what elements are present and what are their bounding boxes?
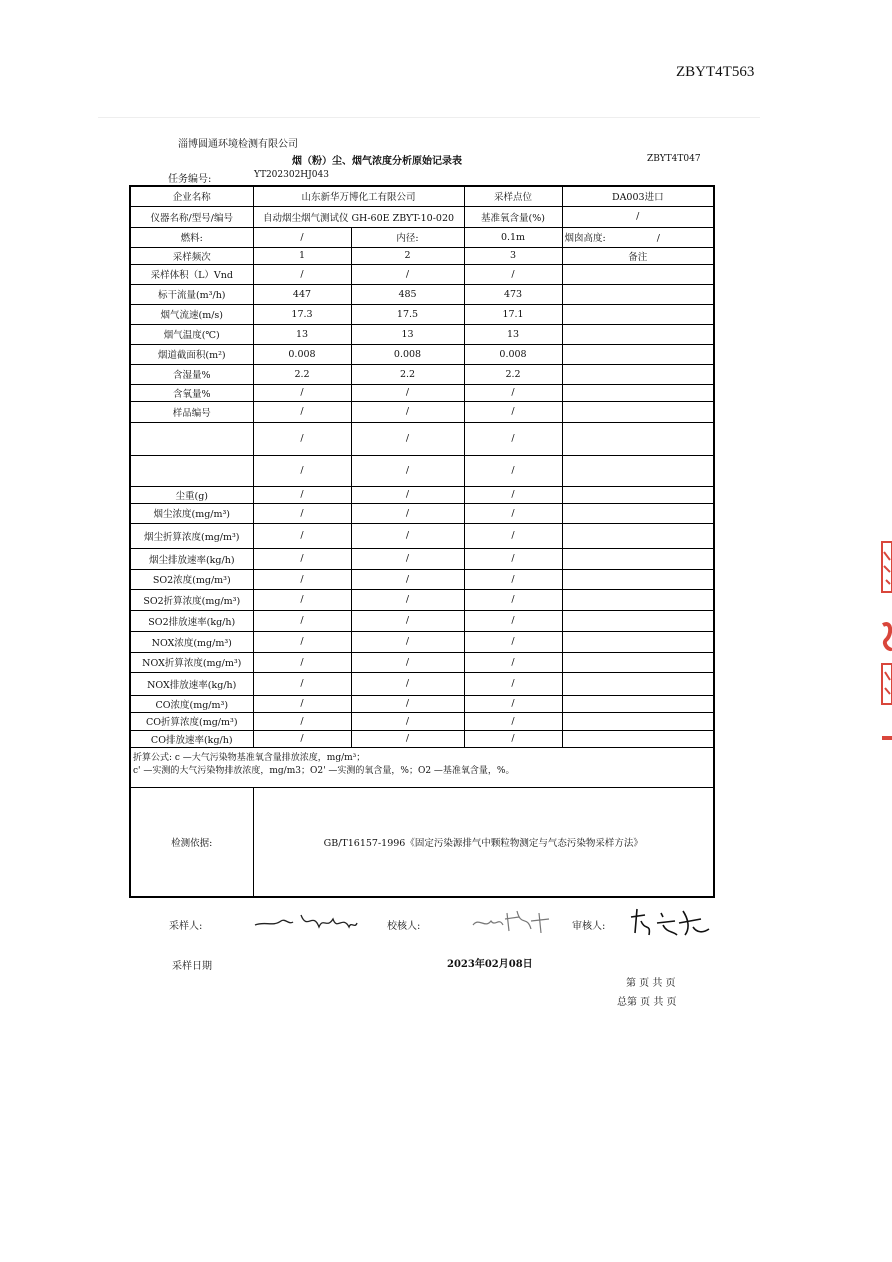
note-cell (562, 503, 714, 523)
note-cell (562, 304, 714, 324)
frequency-label: 采样频次 (130, 247, 253, 264)
table-row (130, 631, 714, 652)
formula-line-2: c' —实测的大气污染物排放浓度，mg/m3；O2' —实测的氧含量，%；O2 —基准氧含量，%。 (133, 765, 515, 776)
note-cell (562, 631, 714, 652)
form-code: ZBYT4T047 (647, 154, 701, 164)
table-row (130, 610, 714, 631)
note-cell (562, 455, 714, 486)
enterprise-label: 企业名称 (130, 186, 253, 206)
enterprise-value: 山东新华万博化工有限公司 (253, 186, 464, 206)
run-2-value: / (351, 631, 464, 652)
run-1-value: 17.3 (253, 304, 351, 324)
run-3-value: / (464, 610, 562, 631)
total-page-line: 总第 页 共 页 (617, 997, 677, 1008)
run-3-value: / (464, 569, 562, 589)
run-3-value: 13 (464, 324, 562, 344)
run-3-value: / (464, 401, 562, 422)
row-label: CO折算浓度(mg/m³) (130, 712, 253, 730)
checker-signature (469, 903, 554, 939)
row-label (130, 422, 253, 455)
run-3-value: / (464, 523, 562, 548)
task-number-value: YT202302HJ043 (254, 170, 329, 180)
sampling-point-label: 采样点位 (464, 186, 562, 206)
note-label: 备注 (562, 247, 714, 264)
run-2-value: / (351, 548, 464, 569)
run-3-value: / (464, 422, 562, 455)
run-2-value: / (351, 569, 464, 589)
note-cell (562, 344, 714, 364)
formula-row (130, 747, 714, 787)
row-label: 采样体积（L）Vnd (130, 264, 253, 284)
table-row (130, 523, 714, 548)
diameter-label: 内径: (351, 227, 464, 247)
note-cell (562, 712, 714, 730)
run-1-value: / (253, 652, 351, 672)
row-label: 烟尘浓度(mg/m³) (130, 503, 253, 523)
run-2-value: 17.5 (351, 304, 464, 324)
run-3-value: 473 (464, 284, 562, 304)
note-cell (562, 324, 714, 344)
run-1-value: 13 (253, 324, 351, 344)
run-3-value: / (464, 589, 562, 610)
run-2-value: 0.008 (351, 344, 464, 364)
reviewer-signature (627, 903, 713, 939)
chimney-height-label: 烟囱高度: (564, 233, 606, 244)
table-row (130, 247, 714, 264)
run-1-value: / (253, 695, 351, 712)
table-row (130, 503, 714, 523)
record-table (129, 185, 715, 898)
table-row (130, 227, 714, 247)
run-1-value: / (253, 455, 351, 486)
note-cell (562, 569, 714, 589)
run-1-value: / (253, 264, 351, 284)
run-3-value: 17.1 (464, 304, 562, 324)
run-1-value: / (253, 486, 351, 503)
run-2-value: / (351, 695, 464, 712)
run-2-value: / (351, 384, 464, 401)
run-1-value: / (253, 384, 351, 401)
run-3-value: / (464, 548, 562, 569)
table-row (130, 364, 714, 384)
table-row (130, 486, 714, 503)
row-label: CO排放速率(kg/h) (130, 730, 253, 747)
run-2-value: / (351, 422, 464, 455)
basis-label: 检测依据: (130, 787, 253, 897)
run-3-value: / (464, 503, 562, 523)
row-label: SO2折算浓度(mg/m³) (130, 589, 253, 610)
table-row (130, 589, 714, 610)
sample-date-value: 2023年02月08日 (447, 959, 533, 970)
form-title: 烟（粉）尘、烟气浓度分析原始记录表 (292, 156, 462, 167)
seal-stamp-fragment (880, 540, 892, 745)
run-2-value: / (351, 523, 464, 548)
row-label: 样品编号 (130, 401, 253, 422)
row-label: SO2浓度(mg/m³) (130, 569, 253, 589)
run-1-value: / (253, 631, 351, 652)
run-3-value: / (464, 695, 562, 712)
table-row (130, 569, 714, 589)
run-1-value: / (253, 503, 351, 523)
run-3-value: / (464, 455, 562, 486)
instrument-value: 自动烟尘烟气测试仪 GH-60E ZBYT-10-020 (253, 206, 464, 227)
note-cell (562, 384, 714, 401)
note-cell (562, 589, 714, 610)
run-2-value: / (351, 672, 464, 695)
run-2-value: / (351, 486, 464, 503)
frequency-2: 2 (351, 247, 464, 264)
document-id: ZBYT4T563 (676, 64, 755, 80)
note-cell (562, 652, 714, 672)
note-cell (562, 672, 714, 695)
run-1-value: / (253, 569, 351, 589)
table-row (130, 206, 714, 227)
run-2-value: / (351, 455, 464, 486)
table-row (130, 730, 714, 747)
signature-row (129, 903, 713, 939)
run-1-value: 0.008 (253, 344, 351, 364)
note-cell (562, 422, 714, 455)
ref-oxygen-label: 基准氧含量(%) (464, 206, 562, 227)
table-row (130, 384, 714, 401)
run-2-value: / (351, 401, 464, 422)
row-label: CO浓度(mg/m³) (130, 695, 253, 712)
row-label (130, 455, 253, 486)
note-cell (562, 401, 714, 422)
table-row (130, 324, 714, 344)
note-cell (562, 610, 714, 631)
table-row (130, 455, 714, 486)
frequency-1: 1 (253, 247, 351, 264)
run-3-value: / (464, 631, 562, 652)
table-row (130, 186, 714, 206)
run-2-value: / (351, 712, 464, 730)
formula-line-1: 折算公式: c —大气污染物基准氧含量排放浓度，mg/m³； (133, 752, 366, 763)
note-cell (562, 364, 714, 384)
row-label: 尘重(g) (130, 486, 253, 503)
basis-value: GB/T16157-1996《固定污染源排气中颗粒物测定与气态污染物采样方法》 (253, 787, 714, 897)
row-label: NOX排放速率(kg/h) (130, 672, 253, 695)
run-2-value: 13 (351, 324, 464, 344)
note-cell (562, 284, 714, 304)
row-label: 烟气温度(℃) (130, 324, 253, 344)
sampler-label: 采样人: (169, 921, 203, 932)
run-3-value: / (464, 264, 562, 284)
run-1-value: / (253, 589, 351, 610)
run-2-value: 2.2 (351, 364, 464, 384)
run-3-value: / (464, 384, 562, 401)
chimney-height-cell (562, 227, 714, 247)
row-label: 含氧量% (130, 384, 253, 401)
note-cell (562, 264, 714, 284)
reviewer-label: 审核人: (572, 921, 606, 932)
row-label: 标干流量(m³/h) (130, 284, 253, 304)
table-row (130, 264, 714, 284)
run-1-value: / (253, 730, 351, 747)
sample-date-label: 采样日期 (172, 961, 212, 972)
fuel-value: / (253, 227, 351, 247)
row-label: NOX折算浓度(mg/m³) (130, 652, 253, 672)
frequency-3: 3 (464, 247, 562, 264)
run-2-value: / (351, 264, 464, 284)
checker-label: 校核人: (387, 921, 421, 932)
run-1-value: 2.2 (253, 364, 351, 384)
run-3-value: / (464, 486, 562, 503)
run-1-value: / (253, 712, 351, 730)
note-cell (562, 730, 714, 747)
note-cell (562, 486, 714, 503)
run-3-value: / (464, 730, 562, 747)
run-2-value: / (351, 503, 464, 523)
run-2-value: / (351, 610, 464, 631)
run-3-value: / (464, 652, 562, 672)
row-label: NOX浓度(mg/m³) (130, 631, 253, 652)
note-cell (562, 695, 714, 712)
basis-row (130, 787, 714, 897)
run-2-value: / (351, 589, 464, 610)
instrument-label: 仪器名称/型号/编号 (130, 206, 253, 227)
table-row (130, 401, 714, 422)
row-label: 烟气流速(m/s) (130, 304, 253, 324)
run-2-value: / (351, 652, 464, 672)
row-label: SO2排放速率(kg/h) (130, 610, 253, 631)
company-name: 淄博圆通环境检测有限公司 (178, 139, 298, 150)
run-3-value: 0.008 (464, 344, 562, 364)
run-1-value: / (253, 548, 351, 569)
header-rule (98, 117, 760, 118)
run-3-value: / (464, 672, 562, 695)
note-cell (562, 523, 714, 548)
row-label: 含湿量% (130, 364, 253, 384)
run-2-value: 485 (351, 284, 464, 304)
page-number-line: 第 页 共 页 (626, 978, 676, 989)
run-3-value: 2.2 (464, 364, 562, 384)
table-row (130, 695, 714, 712)
table-row (130, 672, 714, 695)
note-cell (562, 548, 714, 569)
task-number-label: 任务编号: (168, 174, 212, 185)
table-row (130, 304, 714, 324)
diameter-value: 0.1m (464, 227, 562, 247)
run-2-value: / (351, 730, 464, 747)
run-1-value: 447 (253, 284, 351, 304)
row-label: 烟道截面积(m²) (130, 344, 253, 364)
run-1-value: / (253, 672, 351, 695)
run-1-value: / (253, 422, 351, 455)
sampler-signature (251, 903, 361, 939)
formula-cell (130, 747, 714, 787)
row-label: 烟尘折算浓度(mg/m³) (130, 523, 253, 548)
ref-oxygen-value: / (562, 206, 714, 227)
table-row (130, 712, 714, 730)
table-row (130, 548, 714, 569)
row-label: 烟尘排放速率(kg/h) (130, 548, 253, 569)
chimney-height-value: / (656, 233, 660, 244)
fuel-label: 燃料: (130, 227, 253, 247)
table-row (130, 652, 714, 672)
run-1-value: / (253, 523, 351, 548)
table-row (130, 422, 714, 455)
sampling-point-value: DA003进口 (562, 186, 714, 206)
run-3-value: / (464, 712, 562, 730)
table-row (130, 284, 714, 304)
run-1-value: / (253, 610, 351, 631)
run-1-value: / (253, 401, 351, 422)
table-row (130, 344, 714, 364)
